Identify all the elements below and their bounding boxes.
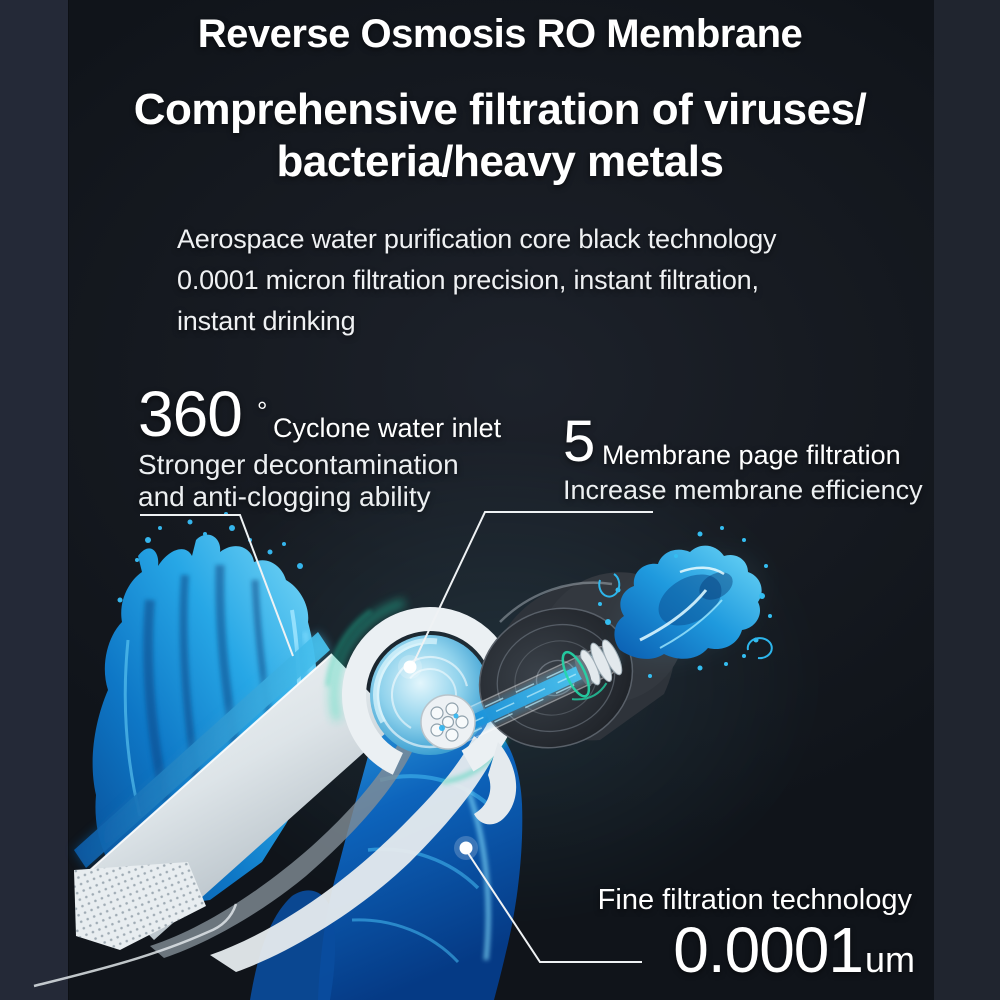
- subtitle-line-1: Comprehensive filtration of viruses/: [133, 85, 867, 134]
- page-subtitle: [0, 84, 1000, 188]
- fine-filtration-label: Fine filtration technology: [597, 884, 912, 916]
- degree-symbol: °: [257, 396, 268, 426]
- cyclone-description: [138, 449, 459, 513]
- description-line-3: instant drinking: [177, 306, 356, 336]
- cyclone-description-line-2: and anti-clogging ability: [138, 481, 431, 512]
- callout-dot-membrane: [404, 661, 417, 674]
- subtitle-line-2: bacteria/heavy metals: [276, 137, 724, 186]
- fine-filtration-number: 0.0001: [673, 914, 863, 986]
- page-title: Reverse Osmosis RO Membrane: [197, 12, 803, 56]
- cyclone-label: Cyclone water inlet: [273, 413, 502, 443]
- cyclone-description-line-1: Stronger decontamination: [138, 449, 459, 480]
- cyclone-value: 360: [138, 378, 242, 450]
- fine-filtration-value: [673, 914, 915, 986]
- description-line-2: 0.0001 micron filtration precision, instant filtration,: [177, 265, 759, 295]
- roll-hub: [421, 695, 475, 749]
- callout-dot-fine: [460, 842, 473, 855]
- description: [177, 219, 776, 342]
- fine-filtration-unit: um: [864, 939, 915, 980]
- membrane-layers-value: 5: [563, 409, 596, 474]
- membrane-layers-description: Increase membrane efficiency: [563, 475, 923, 505]
- description-line-1: Aerospace water purification core black technology: [177, 224, 777, 254]
- membrane-layers-label: Membrane page filtration: [602, 440, 901, 470]
